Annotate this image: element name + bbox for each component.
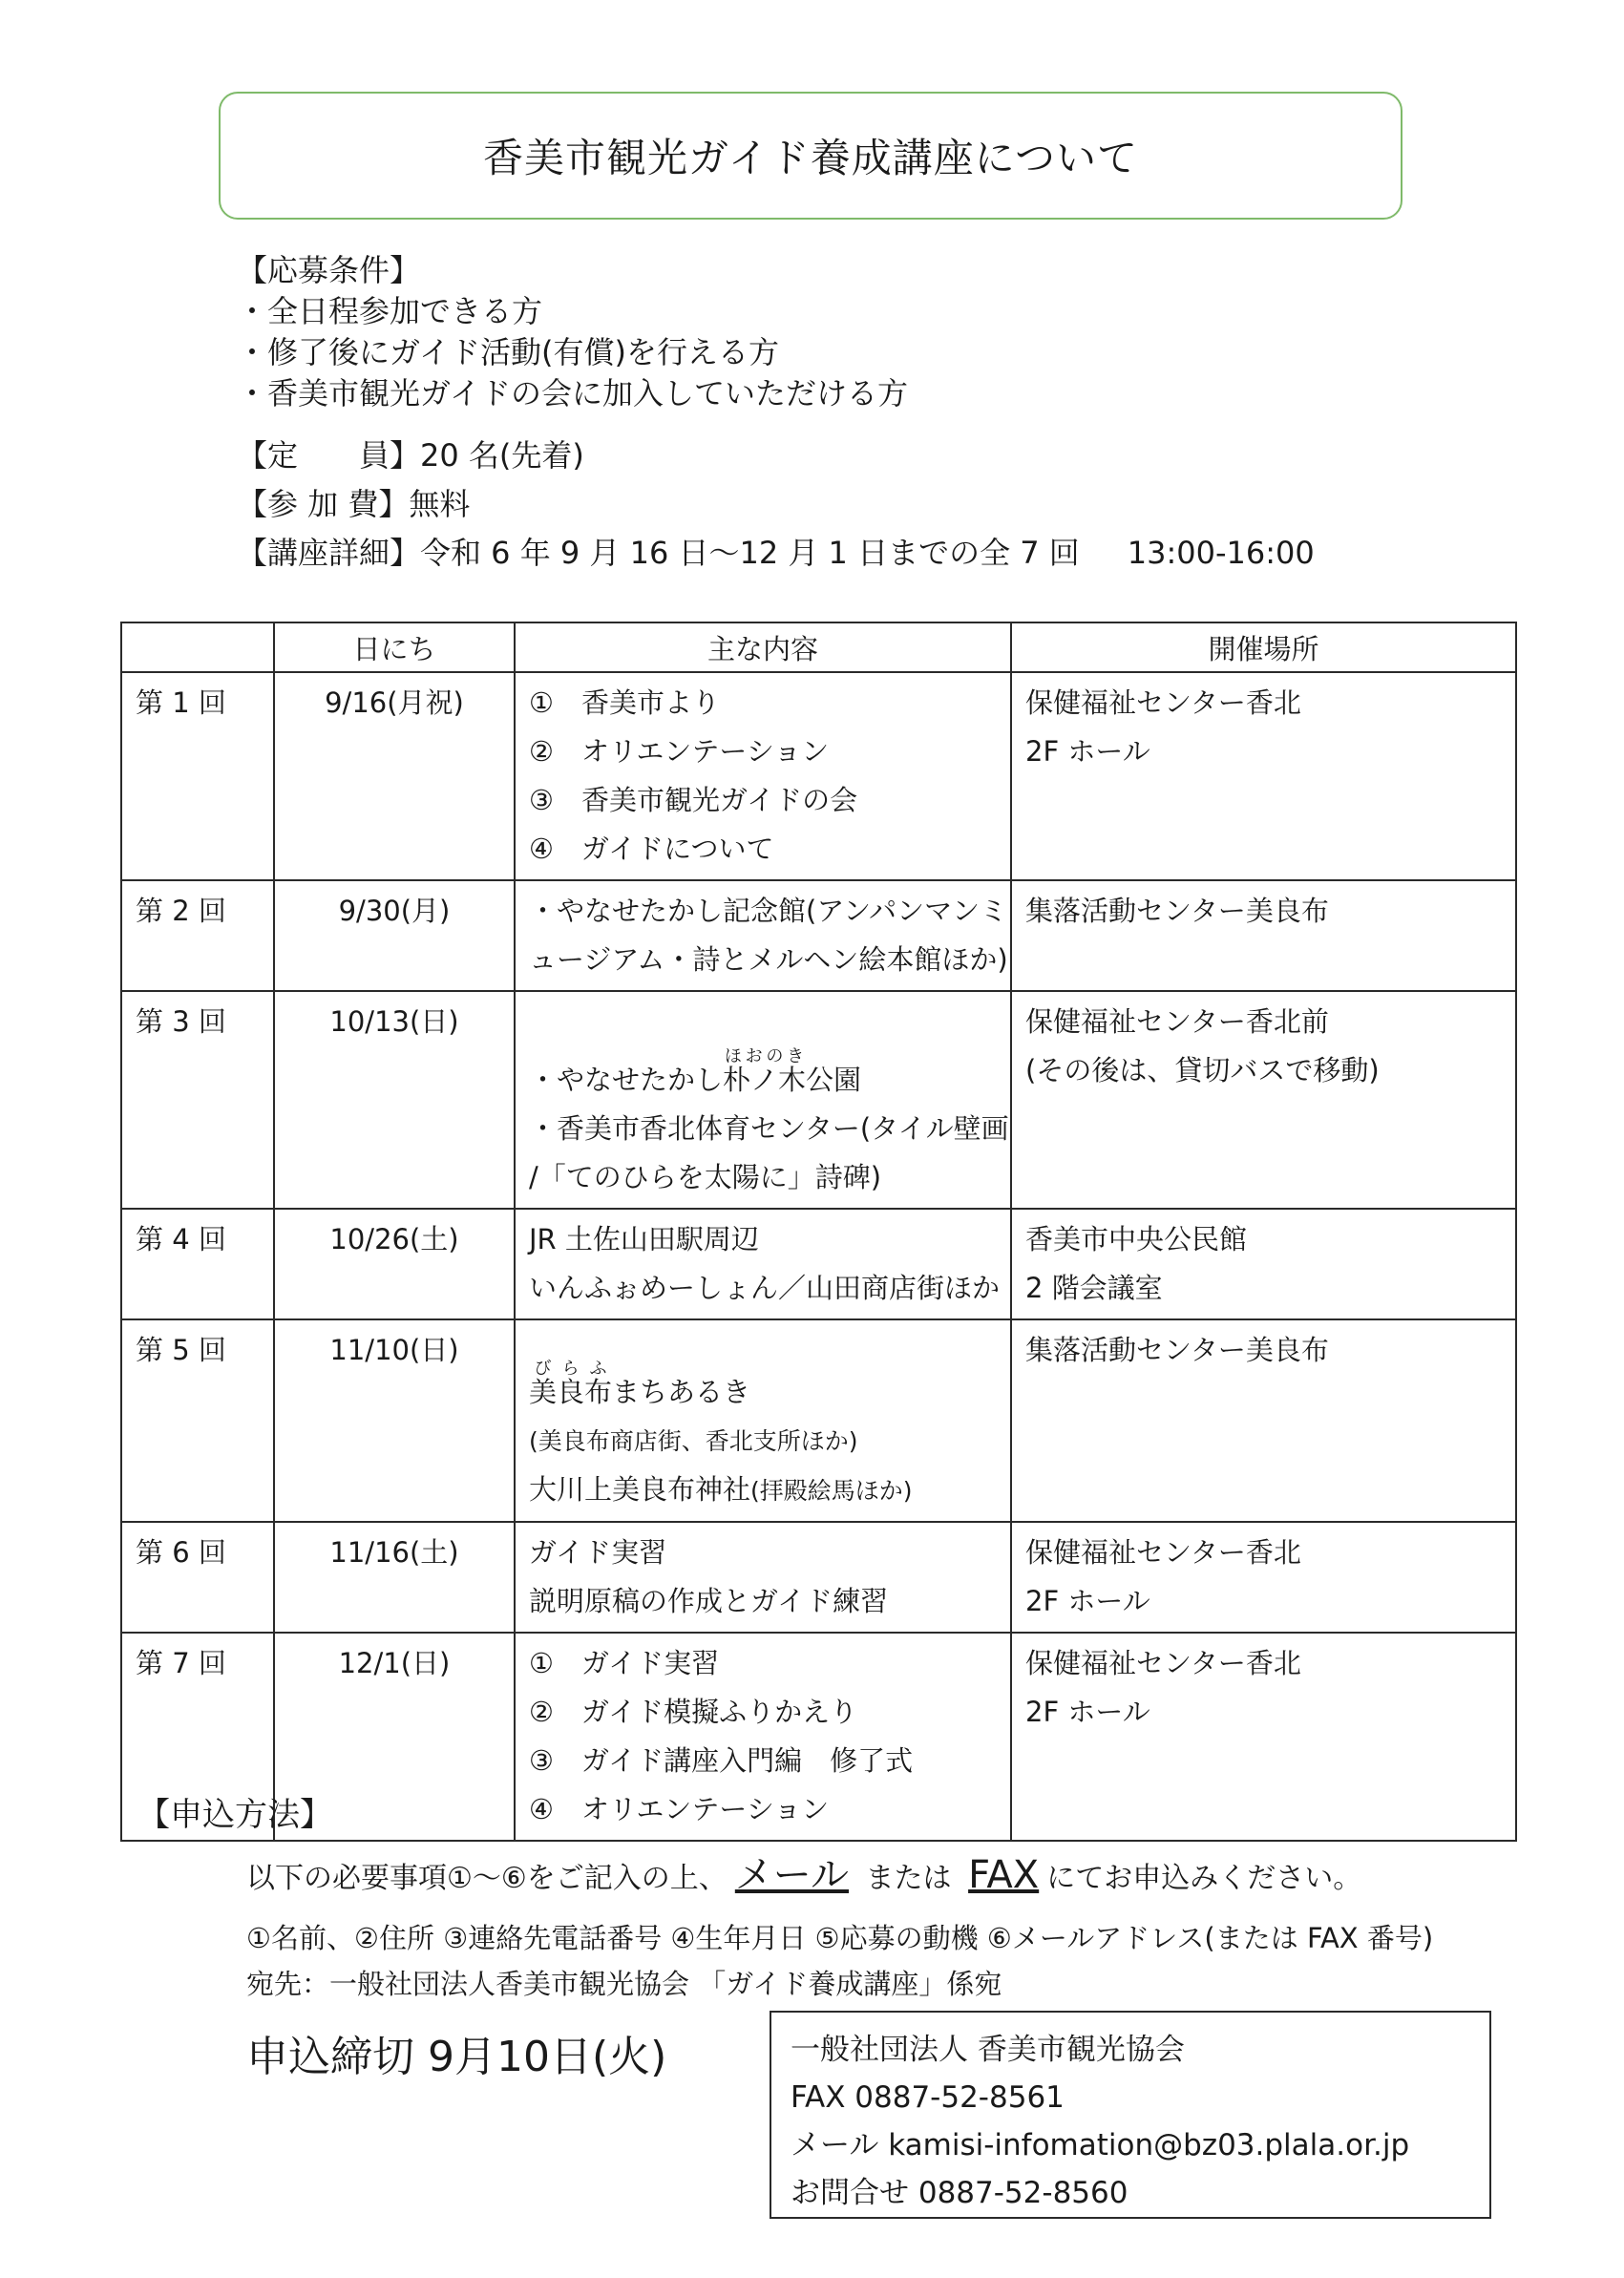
spacer: [529, 1326, 997, 1359]
contact-tel: お問合せ 0887-52-8560: [791, 2176, 1128, 2210]
session-number: 第 6 回: [121, 1522, 274, 1633]
ruby-reading: びらふ: [529, 1359, 613, 1379]
condition-item: ・全日程参加できる方: [237, 293, 543, 329]
place-line: 香美市中央公民館: [1025, 1223, 1248, 1255]
time-text: 13:00-16:00: [1127, 535, 1315, 571]
session-date: 12/1(日): [274, 1633, 515, 1841]
session-date: 11/16(土): [274, 1522, 515, 1633]
condition-item: ・修了後にガイド活動(有償)を行える方: [237, 334, 780, 370]
mail-label: メール: [734, 1853, 849, 1897]
session-place: [1011, 1522, 1516, 1633]
content-line: 説明原稿の作成とガイド練習: [529, 1585, 889, 1617]
fee-text: 【参 加 費】無料: [237, 486, 471, 522]
schedule-table: [120, 622, 1517, 1842]
content-line: ュージアム・詩とメルヘン絵本館ほか): [529, 943, 1008, 976]
content-suffix: まちあるき: [612, 1376, 751, 1408]
session-contents: [515, 1633, 1011, 1841]
session-contents: [515, 880, 1011, 991]
table-row: [121, 991, 1516, 1209]
session-number: 第 3 回: [121, 991, 274, 1209]
contact-org: 一般社団法人 香美市観光協会: [791, 2033, 1185, 2067]
place-line: 保健福祉センター香北前: [1025, 1005, 1329, 1038]
furigana-word: [723, 1046, 807, 1096]
content-line: ③ 香美市観光ガイドの会: [529, 784, 858, 816]
place-line: (その後は、貸切バスで移動): [1025, 1054, 1380, 1086]
content-line: [529, 1359, 997, 1417]
content-line: ① 香美市より: [529, 686, 720, 719]
session-contents: [515, 1319, 1011, 1522]
table-header-row: [121, 622, 1516, 672]
condition-item: ・香美市観光ガイドの会に加入していただける方: [237, 375, 909, 411]
session-number: 第 2 回: [121, 880, 274, 991]
apply-post: にてお申込みください。: [1046, 1862, 1362, 1895]
header-cell: [121, 622, 274, 672]
session-place: [1011, 991, 1516, 1209]
content-main: 大川上美良布神社: [529, 1473, 751, 1506]
content-line: [529, 1046, 997, 1105]
session-contents: [515, 672, 1011, 880]
content-line: ② ガイド模擬ふりかえり: [529, 1696, 858, 1728]
session-number: 第 1 回: [121, 672, 274, 880]
session-number: 第 4 回: [121, 1209, 274, 1319]
page-title: 香美市観光ガイド養成講座について: [483, 135, 1138, 181]
apply-destination: 宛先：一般社団法人香美市観光協会 「ガイド養成講座」係宛: [246, 1968, 1002, 2000]
session-number: 第 5 回: [121, 1319, 274, 1522]
session-date: 9/16(月祝): [274, 672, 515, 880]
session-number: 第 7 回: [121, 1633, 274, 1841]
content-line: ② オリエンテーション: [529, 735, 830, 768]
header-cell: 開催場所: [1011, 622, 1516, 672]
place-line: 2 階会議室: [1025, 1272, 1163, 1304]
capacity-text: 【定 員】20 名(先着): [237, 437, 584, 474]
content-suffix: 公園: [806, 1064, 862, 1096]
spacer: [529, 998, 997, 1046]
ruby-base: 美良布: [529, 1376, 613, 1408]
session-contents: [515, 991, 1011, 1209]
required-items: ①名前、②住所 ③連絡先電話番号 ④生年月日 ⑤応募の動機 ⑥メールアドレス(または FAX 番号): [246, 1922, 1434, 1954]
session-place: [1011, 1319, 1516, 1522]
place-line: 保健福祉センター香北: [1025, 1647, 1301, 1679]
content-line: いんふぉめーしょん／山田商店街ほか: [529, 1272, 1001, 1304]
apply-heading: 【申込方法】: [137, 1796, 332, 1834]
apply-pre: 以下の必要事項①～⑥をご記入の上、: [246, 1862, 728, 1895]
content-line: ④ ガイドについて: [529, 833, 774, 865]
place-line: 集落活動センター美良布: [1025, 895, 1329, 927]
or-text: または: [865, 1862, 952, 1895]
contact-mail: メール kamisi-infomation@bz03.plala.or.jp: [791, 2128, 1410, 2162]
furigana-word: [529, 1359, 613, 1408]
session-place: [1011, 1209, 1516, 1319]
session-place: [1011, 880, 1516, 991]
apply-instructions: [246, 1845, 1361, 1899]
table-row: [121, 880, 1516, 991]
content-line: ガイド実習: [529, 1536, 667, 1569]
place-line: 集落活動センター美良布: [1025, 1334, 1329, 1366]
content-line: ④ オリエンテーション: [529, 1793, 830, 1825]
session-date: 11/10(日): [274, 1319, 515, 1522]
conditions-section: [237, 250, 908, 414]
content-line: /「てのひらを太陽に」詩碑): [529, 1161, 882, 1193]
content-line: [529, 1466, 997, 1515]
ruby-base: 朴ノ木: [723, 1064, 807, 1096]
content-line: ・香美市香北体育センター(タイル壁画: [529, 1112, 1009, 1145]
place-line: 2F ホール: [1025, 1696, 1150, 1728]
details-line: [237, 529, 1315, 578]
fax-label: FAX: [968, 1853, 1040, 1897]
details-text: 【講座詳細】令和 6 年 9 月 16 日～12 月 1 日までの全 7 回: [237, 535, 1080, 571]
table-row: [121, 1209, 1516, 1319]
place-line: 保健福祉センター香北: [1025, 1536, 1301, 1569]
content-line: ① ガイド実習: [529, 1647, 720, 1679]
session-date: 10/13(日): [274, 991, 515, 1209]
content-line: (美良布商店街、香北支所ほか): [529, 1427, 858, 1455]
info-section: [237, 432, 1315, 578]
contact-fax: FAX 0887-52-8561: [791, 2080, 1065, 2115]
content-note: (拝殿絵馬ほか): [750, 1477, 913, 1505]
place-line: 保健福祉センター香北: [1025, 686, 1301, 719]
ruby-reading: ほおのき: [723, 1046, 807, 1066]
session-contents: [515, 1209, 1011, 1319]
session-date: 10/26(土): [274, 1209, 515, 1319]
conditions-heading: 【応募条件】: [237, 252, 421, 288]
header-cell: 主な内容: [515, 622, 1011, 672]
header-cell: 日にち: [274, 622, 515, 672]
table-row: [121, 1319, 1516, 1522]
content-prefix: ・やなせたかし: [529, 1064, 724, 1096]
content-line: JR 土佐山田駅周辺: [529, 1223, 759, 1255]
session-contents: [515, 1522, 1011, 1633]
deadline: 申込締切 9月10日(火): [246, 2033, 667, 2081]
table-row: [121, 672, 1516, 880]
session-place: [1011, 672, 1516, 880]
session-date: 9/30(月): [274, 880, 515, 991]
table-row: [121, 1522, 1516, 1633]
session-place: [1011, 1633, 1516, 1841]
content-line: ・やなせたかし記念館(アンパンマンミ: [529, 895, 1008, 927]
contact-box: [770, 2011, 1491, 2219]
place-line: 2F ホール: [1025, 735, 1150, 768]
place-line: 2F ホール: [1025, 1585, 1150, 1617]
content-line: ③ ガイド講座入門編 修了式: [529, 1744, 914, 1777]
title-box: [219, 92, 1403, 220]
